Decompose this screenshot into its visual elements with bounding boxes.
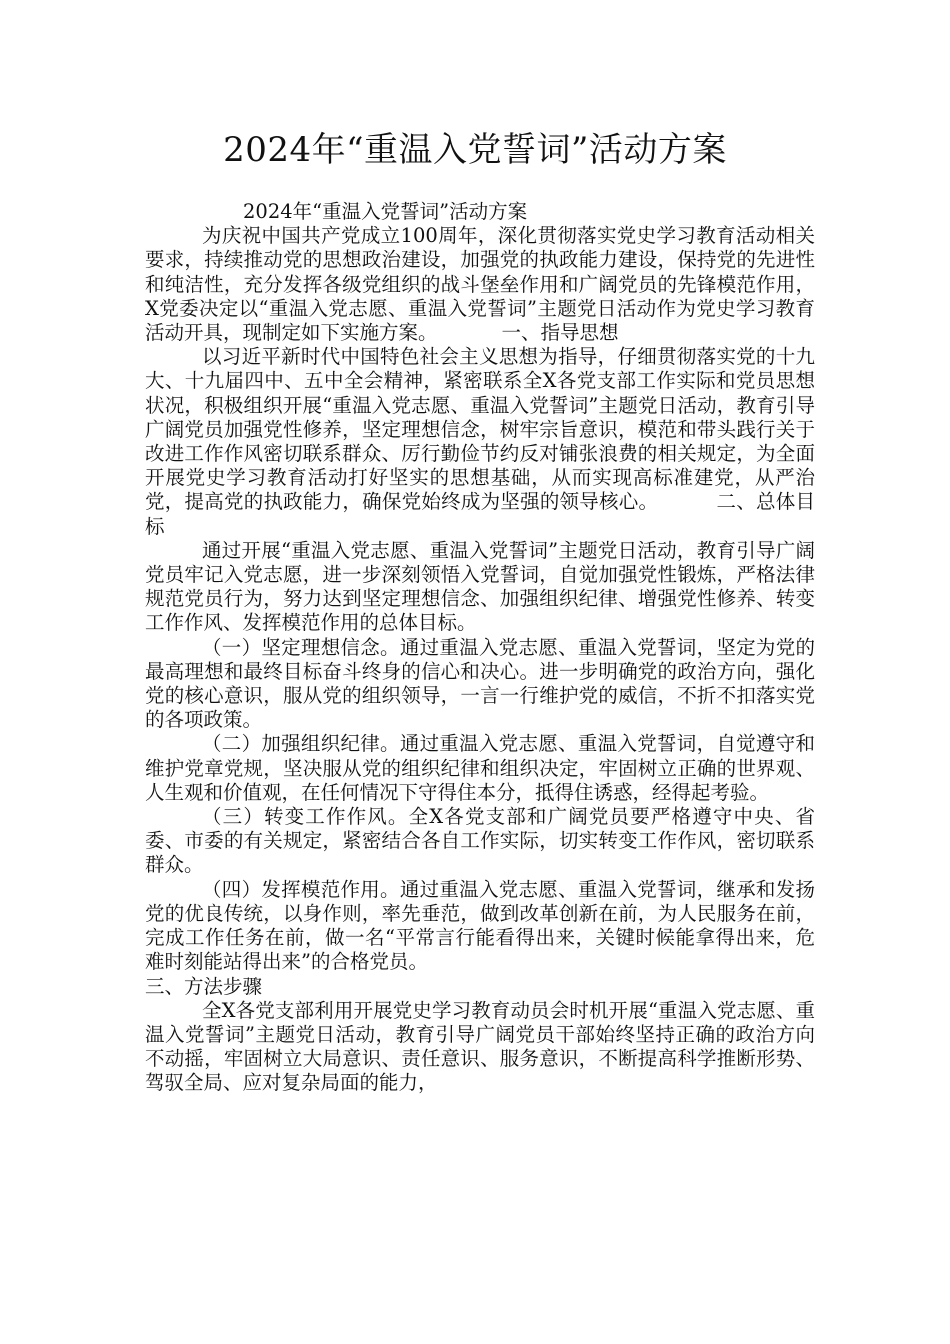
overall-goal-paragraph xyxy=(145,539,815,636)
document-title: 2024年“重温入党誓词”活动方案 xyxy=(223,130,727,170)
methods-text: 全X各党支部利用开展党史学习教育动员会时机开展“重温入党志愿、重温入党誓词”主题党日活动，教育引导广阔党员干部始终坚持正确的政治方向不动摇，牢固树立大局意识、责任意识、服务意识，不断提高科学推断形势、驾驭全局、应对复杂局面的能力， xyxy=(145,998,815,1095)
intro-text: 为庆祝中国共产党成立100周年，深化贯彻落实党史学习教育活动相关要求，持续推动党的思想政治建设，加强党的执政能力建设，保持党的先进性和纯洁性，充分发挥各级党组织的战斗堡垒作用和广阔党员的先锋模范作用，X党委决定以“重温入党志愿、重温入党誓词”主题党日活动作为党史学习教育活动开具，现制定如下实施方案。 xyxy=(145,224,815,345)
methods-paragraph xyxy=(145,999,815,1096)
goal-item-2 xyxy=(145,732,815,805)
goal-item-2-text: （二）加强组织纪律。通过重温入党志愿、重温入党誓词，自觉遵守和维护党章党规，坚决服从党的组织纪律和组织决定，牢固树立正确的世界观、人生观和价值观，在任何情况下守得住本分，抵得住诱惑，经得起考验。 xyxy=(145,732,815,804)
intro-paragraph xyxy=(145,224,815,345)
section-heading-guiding-thought: 一、指导思想 xyxy=(501,321,619,345)
document-body xyxy=(145,200,815,1096)
goal-item-1 xyxy=(145,636,815,733)
goal-item-1-text: （一）坚定理想信念。通过重温入党志愿、重温入党誓词，坚定为党的最高理想和最终目标奋斗终身的信心和决心。进一步明确党的政治方向，强化党的核心意识，服从党的组织领导，一言一行维护党的威信，不折不扣落实党的各项政策。 xyxy=(145,635,815,732)
goal-item-3 xyxy=(145,805,815,878)
goal-item-3-text: （三）转变工作作风。全X各党支部和广阔党员要严格遵守中央、省委、市委的有关规定，紧密结合各自工作实际，切实转变工作作风，密切联系群众。 xyxy=(145,805,815,877)
guiding-thought-text: 以习近平新时代中国特色社会主义思想为指导，仔细贯彻落实党的十九大、十九届四中、五中全会精神，紧密联系全X各党支部工作实际和党员思想状况，积极组织开展“重温入党志愿、重温入党誓词”主题党日活动，教育引导广阔党员加强党性修养，坚定理想信念，树牢宗旨意识，模范和带头践行关于改进工作作风密切联系群众、厉行勤俭节约反对铺张浪费的相关规定，为全面开展党史学习教育活动打好坚实的思想基础，从而实现高标准建党，从严治党，提高党的执政能力，确保党始终成为坚强的领导核心。 xyxy=(145,345,815,514)
section-heading-methods: 三、方法步骤 xyxy=(145,974,263,998)
overall-goal-text: 通过开展“重温入党志愿、重温入党誓词”主题党日活动，教育引导广阔党员牢记入党志愿，进一步深刻领悟入党誓词，自觉加强党性锻炼，严格法律规范党员行为，努力达到坚定理想信念、加强组织纪律、增强党性修养、转变工作作风、发挥模范作用的总体目标。 xyxy=(145,538,815,635)
guiding-thought-paragraph xyxy=(145,345,815,539)
subtitle-text: 2024年“重温入党誓词”活动方案 xyxy=(243,200,528,223)
goal-item-4 xyxy=(145,878,815,975)
document-subtitle xyxy=(145,200,815,224)
section-heading-overall-goal: 二、总体目标 xyxy=(145,490,815,538)
goal-item-4-text: （四）发挥模范作用。通过重温入党志愿、重温入党誓词，继承和发扬党的优良传统，以身作则，率先垂范，做到改革创新在前，为人民服务在前，完成工作任务在前，做一名“平常言行能看得出来，关键时候能拿得出来，危难时刻能站得出来”的合格党员。 xyxy=(145,877,815,974)
